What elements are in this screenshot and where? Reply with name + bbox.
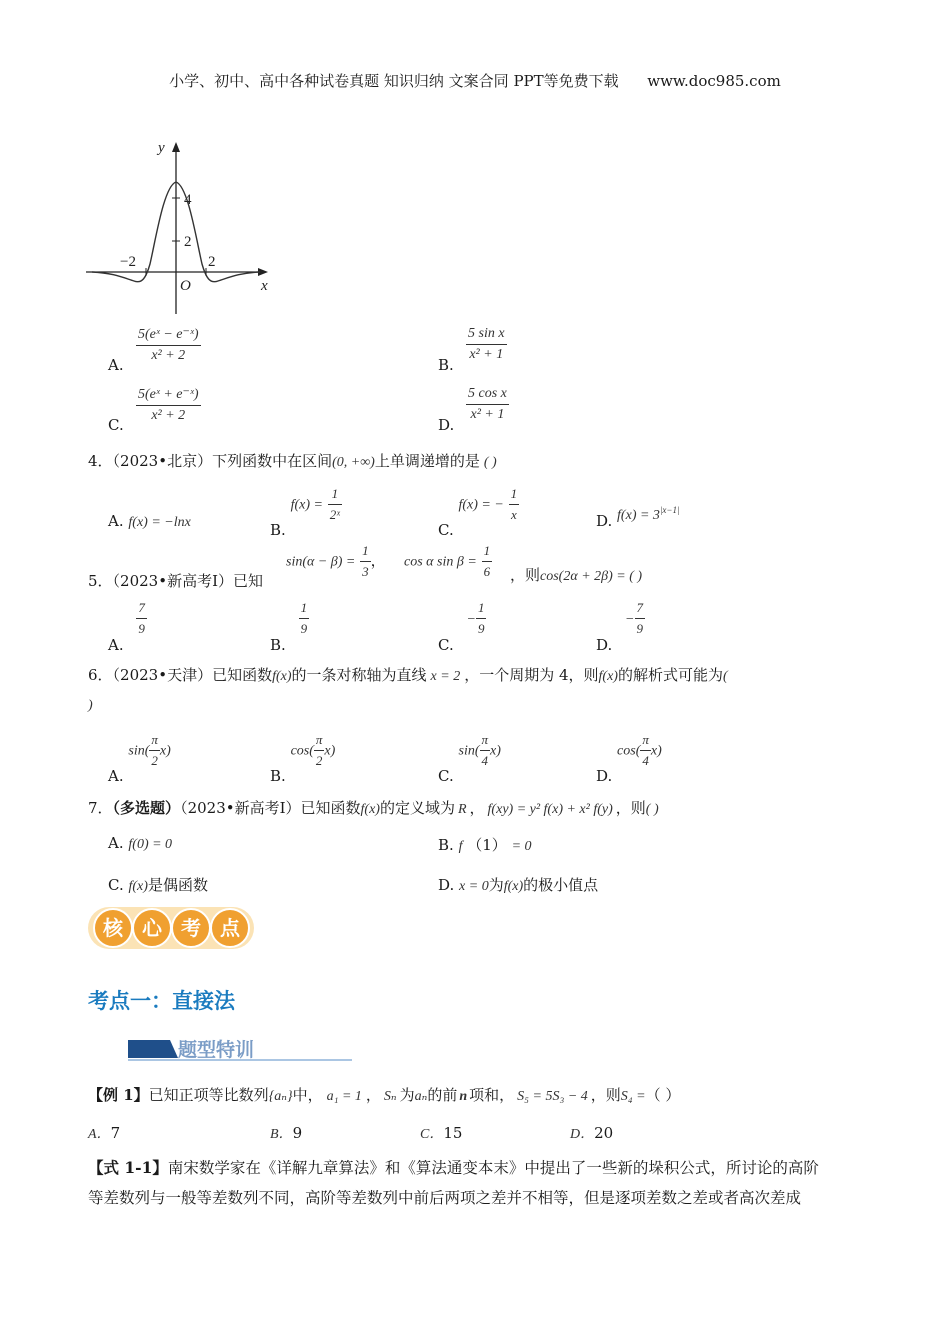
y-axis-label: y [158, 140, 165, 156]
q6-option-d[interactable]: D. cos( $\frac{\pi}{4}$ x) [596, 732, 662, 785]
q7-option-d[interactable]: D. x = 0为f(x)的极小值点 [438, 876, 599, 894]
q7-option-a[interactable]: A. f(0) = 0 [108, 834, 173, 852]
banner-char-2 [133, 909, 171, 947]
q4-option-b[interactable]: B. f(x) = $\frac{1}{\text{2ˣ}}$ [270, 486, 340, 539]
q3-option-c[interactable]: C. [108, 416, 124, 434]
svg-text:考: 考 [181, 916, 201, 940]
x-axis-label: x [261, 278, 268, 294]
q4-stem: 4．（2023•北京）下列函数中在区间(0, +∞)上单调递增的是 ( ) [88, 452, 497, 470]
q3-option-d[interactable]: D. [438, 416, 455, 434]
q6-option-a[interactable]: A. sin( $\frac{\pi}{2}$ x) [108, 732, 171, 785]
banner-char-4 [211, 909, 249, 947]
banner-char-3 [172, 909, 210, 947]
svg-text:心: 心 [142, 916, 162, 940]
q6-paren-close: ) [88, 698, 93, 713]
q5-option-c[interactable]: C. − $\frac{1}{9}$ [438, 600, 485, 654]
x-tick-neg2: −2 [120, 254, 136, 270]
banner-char-1 [94, 909, 132, 947]
origin-label: O [180, 278, 191, 294]
q5-stem-label: 5．（2023•新高考Ⅰ）已知 [88, 572, 263, 590]
example-1-option-c[interactable]: C．15 [420, 1124, 463, 1142]
svg-text:点: 点 [220, 916, 240, 940]
q5-target: ，则cos(2α + 2β) = ( ) [510, 566, 643, 584]
question-type-banner-text: 题型特训 [178, 1039, 255, 1061]
y-tick-4: 4 [184, 192, 192, 208]
svg-text:核: 核 [103, 916, 123, 940]
q4-option-d[interactable]: D. $f(x) = 3^{|x-1|}$ [596, 505, 680, 530]
example-1-stem: 【例 1】已知正项等比数列{aₙ}中， a₁ = 1 ， Sₙ 为aₙ的前 n 项和， S₅ = 5S₃ − 4 ，则S₄ =（ ） [88, 1086, 681, 1104]
q4-option-c[interactable]: C. f(x) = − $\frac{1}{x}$ [438, 486, 518, 539]
example-1-option-a[interactable]: A．7 [88, 1124, 121, 1142]
q3-option-d-formula: 5 cos x x² + 1 [468, 386, 507, 422]
q6-option-c[interactable]: C. sin( $\frac{\pi}{4}$ x) [438, 732, 501, 785]
exercise-1-1-text: 【式 1-1】南宋数学家在《详解九章算法》和《算法通变本末》中提出了一些新的垛积公式，所讨论的高阶 等差数列与一般等差数列不同，高阶等差数列中前后两项之差并不相等，但是逐项差数之差或者高次差成 [88, 1158, 819, 1207]
q3-option-b[interactable]: B. [438, 356, 454, 374]
x-tick-2: 2 [208, 254, 216, 270]
function-graph [84, 138, 284, 318]
q5-condition-1: sin(α − β) = $\frac{1}{3}$ ， [286, 543, 386, 579]
example-1-option-b[interactable]: B．9 [270, 1124, 303, 1142]
y-axis-arrow [172, 142, 180, 152]
page-header: 小学、初中、高中各种试卷真题 知识归纳 文案合同 PPT等免费下载 www.doc985.com [169, 72, 781, 90]
q5-option-d[interactable]: D. − $\frac{7}{9}$ [596, 600, 643, 654]
example-1-option-d[interactable]: D．20 [570, 1124, 614, 1142]
q4-option-a[interactable]: A. f(x) = −lnx [108, 512, 191, 530]
q3-option-a-formula: 5(eˣ − e⁻ˣ) x² + 2 [138, 327, 199, 363]
q6-option-b[interactable]: B. cos( $\frac{\pi}{2}$ x) [270, 732, 336, 785]
q7-stem: 7．（多选题）（2023•新高考Ⅰ）已知函数f(x)的定义域为 R ， f(xy) = y² f(x) + x² f(y) ，则( ) [88, 799, 659, 817]
q5-option-b[interactable]: B. $\frac{1}{9}$ [270, 600, 308, 654]
y-tick-2: 2 [184, 234, 192, 250]
q7-option-b[interactable]: B. f （1） = 0 [438, 836, 532, 854]
q3-option-a[interactable]: A. [108, 356, 124, 374]
section-title: 考点一：直接法 [88, 989, 235, 1013]
q5-option-a[interactable]: A. $\frac{7}{9}$ [108, 600, 145, 654]
q3-option-c-formula: 5(eˣ + e⁻ˣ) x² + 2 [138, 387, 199, 423]
q3-option-b-formula: 5 sin x x² + 1 [468, 326, 505, 362]
question-type-banner [128, 1036, 352, 1062]
q6-stem: 6．（2023•天津）已知函数f(x)的一条对称轴为直线 x = 2 ，一个周期为 4，则f(x)的解析式可能为( [88, 666, 728, 684]
q7-option-c[interactable]: C. f(x)是偶函数 [108, 876, 208, 894]
q5-condition-2: cos α sin β = $\frac{1}{6}$ [404, 543, 491, 579]
core-points-banner [86, 903, 256, 953]
